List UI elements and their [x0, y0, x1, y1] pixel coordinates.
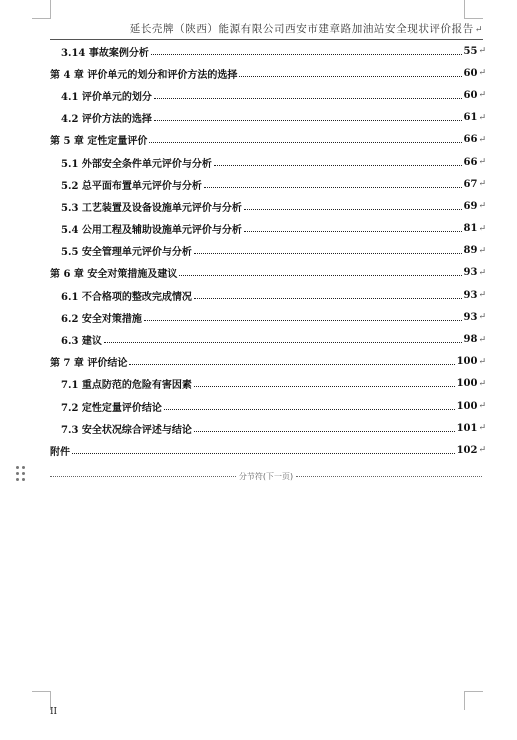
toc-entry-page: 55 — [463, 45, 478, 57]
toc-entry-page: 66 — [463, 156, 478, 168]
paragraph-mark: ↵ — [478, 112, 486, 123]
paragraph-mark: ↵ — [478, 201, 486, 212]
crop-mark-bottom-left — [32, 691, 51, 710]
toc-leader-dots — [239, 64, 461, 77]
toc-entry-title: 5.4 公用工程及辅助设施单元评价与分析 — [61, 225, 242, 237]
toc-entry-page: 93 — [463, 267, 478, 279]
toc-leader-dots — [154, 108, 462, 121]
toc-entry[interactable] — [50, 351, 486, 373]
paragraph-mark: ↵ — [478, 223, 486, 234]
toc-entry-page: 93 — [463, 311, 478, 323]
toc-entry-title: 6.3 建议 — [61, 336, 102, 348]
toc-leader-dots — [104, 330, 462, 343]
toc-entry-page: 81 — [463, 223, 478, 235]
toc-entry[interactable] — [50, 306, 486, 328]
toc-entry[interactable] — [50, 328, 486, 350]
toc-leader-dots — [204, 175, 462, 188]
toc-entry[interactable] — [50, 107, 486, 129]
toc-entry-page: 67 — [463, 178, 478, 190]
crop-mark-top-left — [32, 0, 51, 19]
toc-entry-title: 3.14 事故案例分析 — [61, 47, 149, 59]
toc-entry[interactable] — [50, 173, 486, 195]
toc-leader-dots — [164, 397, 455, 410]
paragraph-mark: ↵ — [478, 245, 486, 256]
toc-entry-title: 7.1 重点防范的危险有害因素 — [61, 380, 192, 392]
header-title: 延长壳牌（陕西）能源有限公司西安市建章路加油站安全现状评价报告 — [129, 23, 474, 35]
toc-leader-dots — [179, 263, 461, 276]
toc-leader-dots — [72, 441, 455, 454]
toc-entry-title: 第 6 章 安全对策措施及建议 — [50, 269, 178, 281]
toc-entry-page: 100 — [456, 378, 478, 390]
page-number: II — [50, 707, 58, 717]
table-of-contents — [50, 40, 486, 462]
toc-entry[interactable] — [50, 151, 486, 173]
section-break — [50, 469, 482, 483]
paragraph-mark: ↵ — [478, 290, 486, 301]
toc-entry-title: 5.5 安全管理单元评价与分析 — [61, 247, 192, 259]
toc-entry-title: 7.3 安全状况综合评述与结论 — [61, 424, 192, 436]
paragraph-mark: ↵ — [474, 25, 483, 35]
toc-entry-title: 5.1 外部安全条件单元评价与分析 — [61, 158, 212, 170]
toc-entry-title: 4.1 评价单元的划分 — [61, 91, 152, 103]
toc-entry-title: 6.2 安全对策措施 — [61, 313, 142, 325]
paragraph-mark: ↵ — [478, 68, 486, 79]
toc-leader-dots — [244, 197, 462, 210]
toc-leader-dots — [129, 352, 454, 365]
toc-entry-page: 100 — [456, 356, 478, 368]
toc-entry[interactable] — [50, 195, 486, 217]
toc-leader-dots — [194, 419, 455, 432]
toc-entry[interactable] — [50, 395, 486, 417]
toc-entry[interactable] — [50, 439, 486, 461]
paragraph-mark: ↵ — [478, 267, 486, 278]
toc-leader-dots — [194, 241, 462, 254]
paragraph-mark: ↵ — [478, 46, 486, 57]
toc-entry-page: 102 — [456, 444, 478, 456]
toc-entry[interactable] — [50, 62, 486, 84]
toc-entry-page: 98 — [463, 334, 478, 346]
toc-entry[interactable] — [50, 129, 486, 151]
toc-leader-dots — [149, 130, 461, 143]
paragraph-mark: ↵ — [478, 423, 486, 434]
paragraph-mark: ↵ — [478, 378, 486, 389]
toc-leader-dots — [214, 153, 462, 166]
toc-entry-title: 第 5 章 定性定量评价 — [50, 136, 148, 148]
toc-leader-dots — [151, 42, 462, 55]
paragraph-mark: ↵ — [478, 334, 486, 345]
toc-entry-title: 7.2 定性定量评价结论 — [61, 402, 162, 414]
toc-leader-dots — [244, 219, 462, 232]
toc-entry-title: 4.2 评价方法的选择 — [61, 114, 152, 126]
toc-entry[interactable] — [50, 240, 486, 262]
toc-entry-title: 5.3 工艺装置及设备设施单元评价与分析 — [61, 202, 242, 214]
page-header[interactable] — [50, 21, 483, 40]
toc-entry-page: 69 — [463, 200, 478, 212]
toc-entry-page: 61 — [463, 112, 478, 124]
toc-entry[interactable] — [50, 417, 486, 439]
toc-entry[interactable] — [50, 284, 486, 306]
toc-entry[interactable] — [50, 40, 486, 62]
toc-entry-page: 60 — [463, 89, 478, 101]
toc-entry[interactable] — [50, 84, 486, 106]
toc-entry-title: 5.2 总平面布置单元评价与分析 — [61, 180, 202, 192]
toc-entry-page: 93 — [463, 289, 478, 301]
paragraph-mark: ↵ — [478, 157, 486, 168]
paragraph-mark: ↵ — [478, 90, 486, 101]
section-break-label: 分节符(下一页) — [238, 471, 294, 481]
toc-entry-page: 66 — [463, 134, 478, 146]
toc-entry-title: 第 7 章 评价结论 — [50, 358, 128, 370]
toc-leader-dots — [194, 286, 462, 299]
paragraph-mark: ↵ — [478, 445, 486, 456]
paragraph-mark: ↵ — [478, 179, 486, 190]
toc-leader-dots — [194, 374, 455, 387]
paragraph-mark: ↵ — [478, 401, 486, 412]
toc-entry[interactable] — [50, 218, 486, 240]
toc-leader-dots — [144, 308, 462, 321]
toc-entry-title: 6.1 不合格项的整改完成情况 — [61, 291, 192, 303]
toc-entry[interactable] — [50, 262, 486, 284]
paragraph-mark: ↵ — [478, 312, 486, 323]
toc-entry[interactable] — [50, 373, 486, 395]
paragraph-mark: ↵ — [478, 356, 486, 367]
drag-handle-icon[interactable] — [16, 466, 26, 482]
paragraph-mark: ↵ — [478, 134, 486, 145]
toc-entry-page: 100 — [456, 400, 478, 412]
toc-entry-page: 60 — [463, 67, 478, 79]
crop-mark-top-right — [464, 0, 483, 19]
toc-entry-title: 附件 — [50, 446, 70, 458]
crop-mark-bottom-right — [464, 691, 483, 710]
toc-entry-page: 89 — [463, 245, 478, 257]
toc-entry-title: 第 4 章 评价单元的划分和评价方法的选择 — [50, 69, 238, 81]
toc-leader-dots — [154, 86, 462, 99]
toc-entry-page: 101 — [456, 422, 478, 434]
